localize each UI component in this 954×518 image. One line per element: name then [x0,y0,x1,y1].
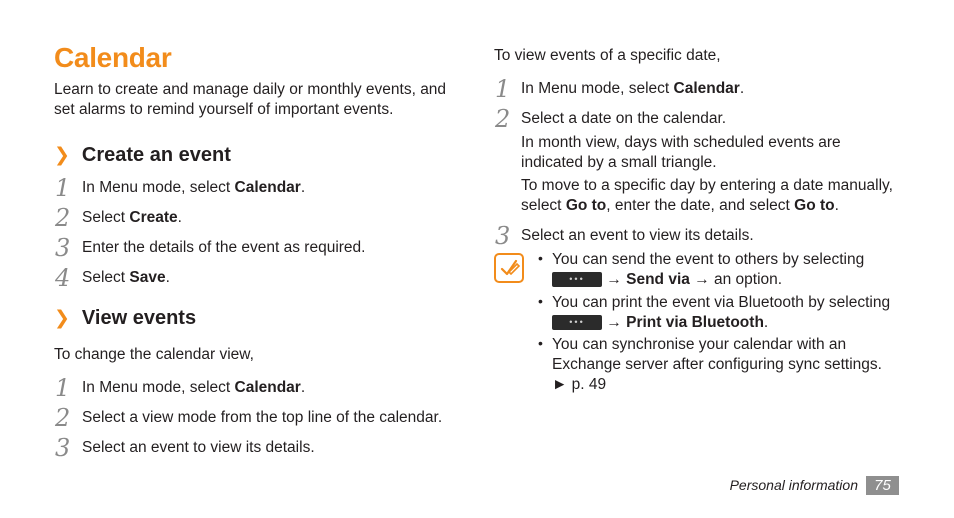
step-number: 1 [55,174,71,202]
bullet: • [538,293,543,309]
specific-date-intro: To view events of a specific date, [494,47,721,64]
note-send-via: You can send the event to others by selecting ••• → Send via → an option. [552,251,865,288]
date-step-3: Select an event to view its details. [521,227,754,244]
date-step-2: Select a date on the calendar. [521,110,727,127]
view-step-1: In Menu mode, select Calendar. [82,379,306,396]
intro-text: Learn to create and manage daily or monthly events, and set alarms to remind yourself of important events. [54,81,447,118]
note-pencil-icon [494,253,524,283]
view-step-2: Select a view mode from the top line of the calendar. [82,409,443,426]
step-number: 2 [495,105,511,133]
step-number: 3 [495,222,511,250]
create-event-heading-label: Create an event [81,144,231,166]
create-step-3: Enter the details of the event as required. [82,239,366,256]
view-events-heading [54,307,196,330]
step-number: 3 [55,434,71,462]
footer-section-title: Personal information [729,477,858,493]
bullet: • [538,250,543,266]
bullet: • [538,335,543,351]
page-title: Calendar [54,42,172,73]
step-number: 2 [55,404,71,432]
view-step-3: Select an event to view its details. [82,439,315,456]
note-exchange-sync: You can synchronise your calendar with an Exchange server after configuring sync settings. ► p. 49 [552,336,882,393]
date-step-2-detail-1: In month view, days with scheduled events are indicated by a small triangle. [521,134,841,171]
note-print-bluetooth: You can print the event via Bluetooth by selecting ••• → Print via Bluetooth. [552,294,891,331]
create-step-1: In Menu mode, select Calendar. [82,179,306,196]
page-number: 75 [866,476,899,495]
page-reference: ► p. 49 [552,376,607,393]
step-number: 2 [55,204,71,232]
step-number: 4 [55,264,71,292]
create-step-2: Select Create. [82,209,182,226]
step-number: 1 [55,374,71,402]
menu-key-icon: ••• [552,272,602,287]
date-step-1: In Menu mode, select Calendar. [521,80,745,97]
chevron-right-icon: ❯ [54,145,70,166]
view-events-heading-label: View events [81,307,197,329]
step-number: 1 [495,75,511,103]
chevron-right-icon: ❯ [54,308,70,329]
menu-key-icon: ••• [552,315,602,330]
create-step-4: Select Save. [82,269,170,286]
create-event-heading [54,144,231,167]
step-number: 3 [55,234,71,262]
date-step-2-detail-2: To move to a specific day by entering a date manually, select Go to, enter the date, and select Go to. [521,177,893,214]
view-events-intro: To change the calendar view, [54,346,254,363]
